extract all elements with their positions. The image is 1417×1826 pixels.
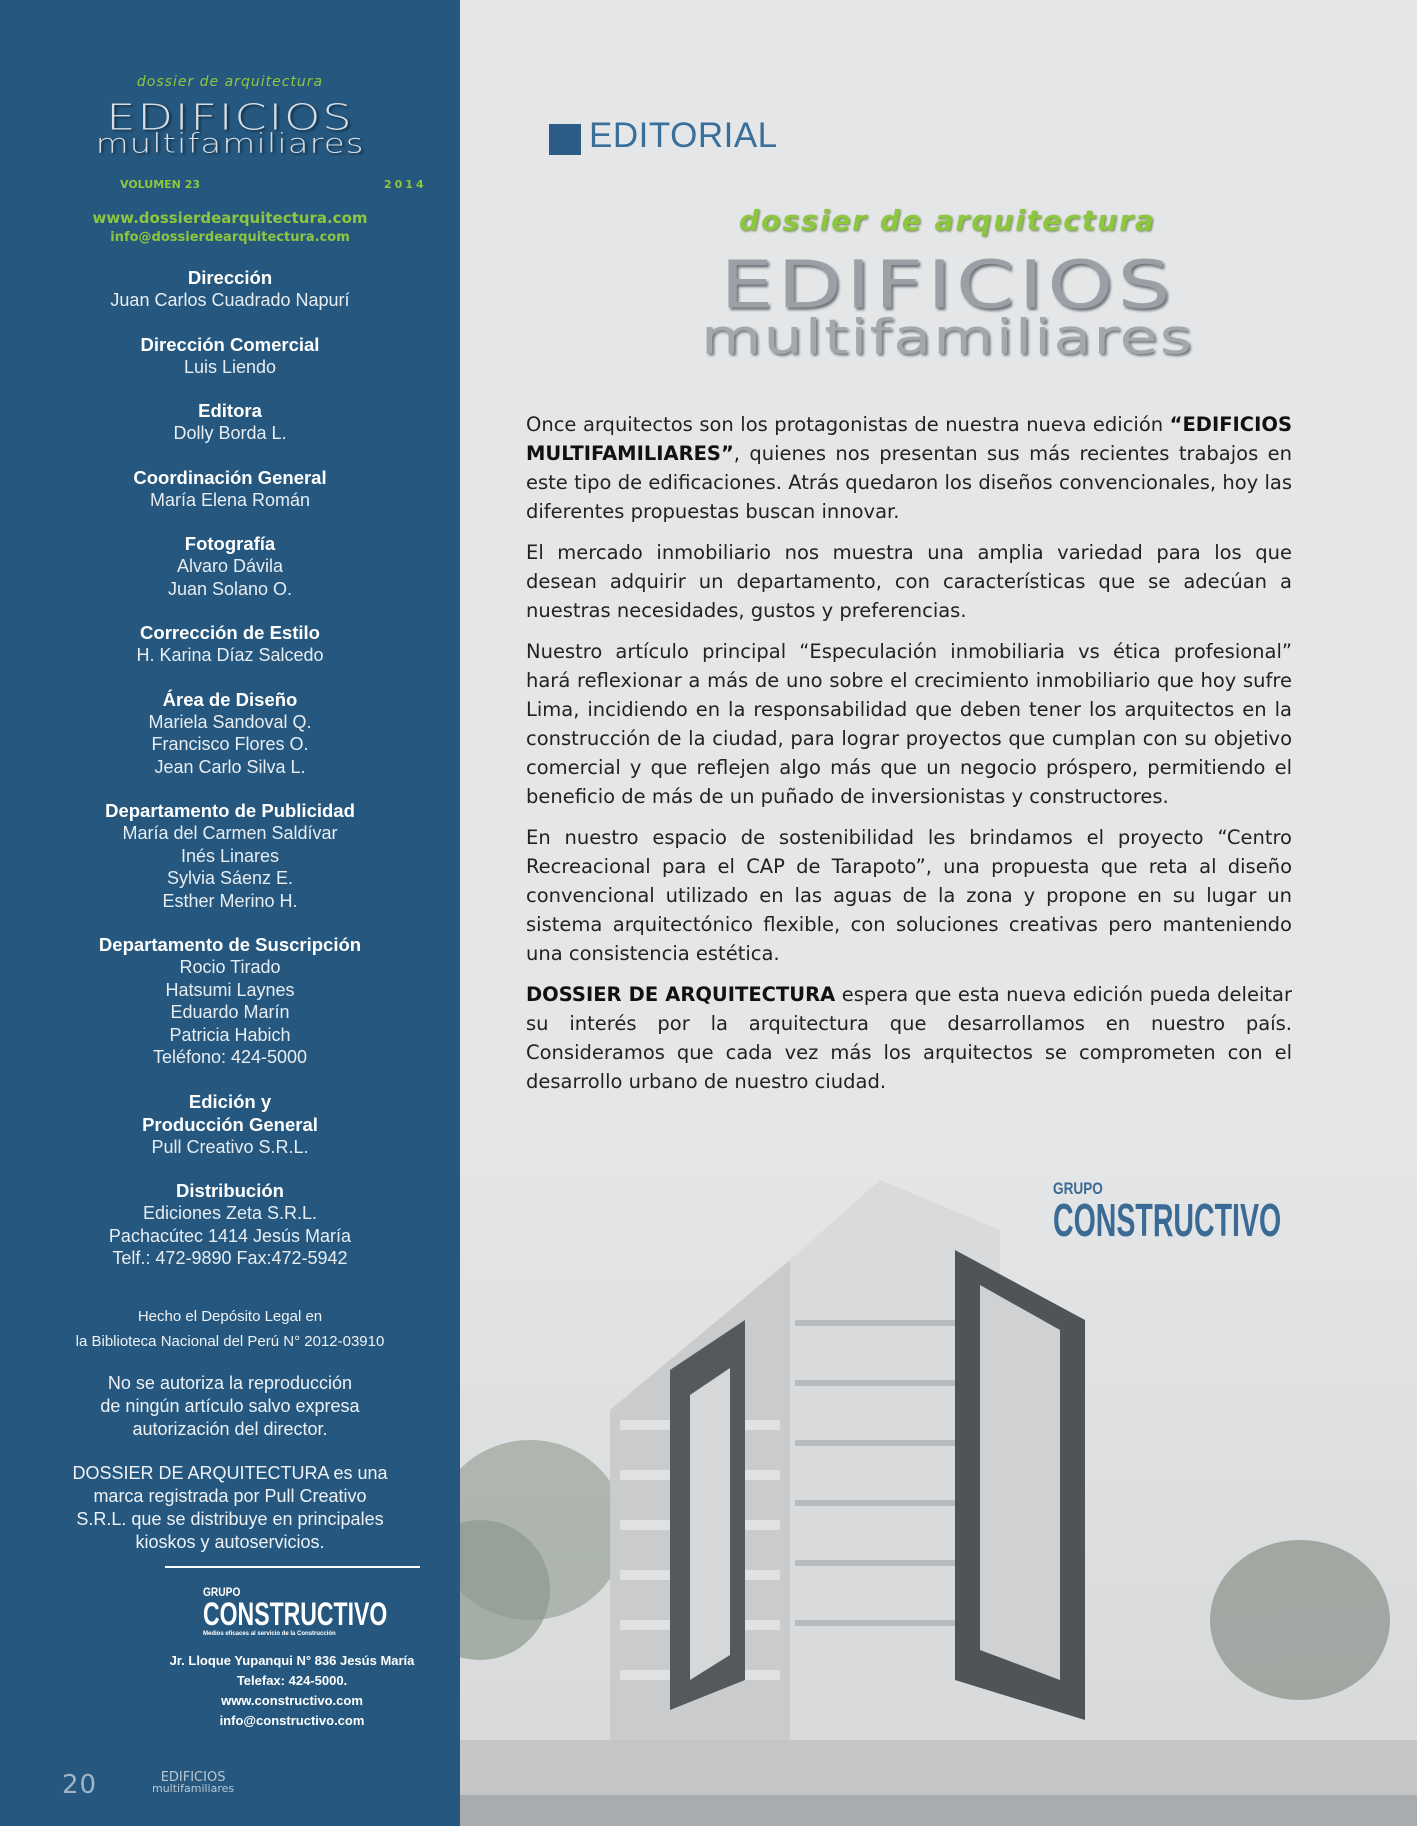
credit-name: Patricia Habich: [169, 1024, 291, 1045]
legal-line: kioskos y autoservicios.: [135, 1532, 325, 1552]
credit-name: Ediciones Zeta S.R.L.: [142, 1203, 318, 1223]
credit-name: Juan Solano O.: [167, 578, 293, 599]
grupo-constructivo-logo: [203, 1586, 459, 1638]
credit-fotografia: [0, 532, 460, 600]
group-email-link[interactable]: info@constructivo.com: [219, 1713, 365, 1728]
credit-name: Rocio Tirado: [179, 957, 281, 977]
legal-line: S.R.L. que se distribuye en principales: [76, 1509, 384, 1529]
website-link[interactable]: www.dossierdearquitectura.com: [92, 209, 368, 227]
credit-address: Pachacútec 1414 Jesús María: [108, 1225, 352, 1246]
logo-small-text: GRUPO: [203, 1585, 241, 1599]
credit-phone: Telf.: 472-9890 Fax:472-5942: [112, 1248, 348, 1268]
edition-title: “EDIFICIOS MULTIFAMILIARES”: [526, 413, 1292, 465]
credit-name: Pull Creativo S.R.L.: [151, 1136, 309, 1157]
credit-name: Esther Merino H.: [162, 890, 298, 911]
credit-role: Editora: [198, 400, 262, 421]
group-phone: Telefax: 424-5000.: [236, 1673, 348, 1688]
credit-name: Alvaro Dávila: [176, 556, 284, 576]
credit-name: Luis Liendo: [183, 356, 277, 377]
credit-name: Francisco Flores O.: [151, 734, 309, 754]
credit-correccion: [0, 621, 460, 667]
footer-masthead: [152, 1772, 234, 1794]
credit-name: Dolly Borda L.: [173, 423, 287, 443]
logo-tagline: Medios eficaces al servicio de la Construcción: [203, 1631, 336, 1637]
masthead-title-line1: EDIFICIOS: [106, 95, 354, 139]
credit-name: María Elena Román: [149, 489, 311, 510]
article-paragraph: Once arquitectos son los protagonistas de nuestra nueva edición “EDIFICIOS MULTIFAMILIARES”, quienes nos presentan sus más recientes trabajos en este tipo de edificaciones. Atrás quedaron los diseños convencionales, hoy las diferentes propuestas buscan innovar.: [526, 413, 1292, 523]
credit-coordinacion: [0, 466, 460, 512]
divider: [165, 1566, 420, 1568]
legal-line: DOSSIER DE ARQUITECTURA es una: [72, 1463, 388, 1483]
masthead-title-line2: multifamiliares: [95, 128, 365, 160]
grupo-constructivo-logo: [1053, 1179, 1417, 1246]
credit-name: Juan Carlos Cuadrado Napurí: [110, 290, 350, 310]
legal-line: de ningún artículo salvo expresa: [100, 1396, 360, 1416]
masthead-kicker: dossier de arquitectura: [136, 74, 324, 90]
credit-role: Producción General: [142, 1113, 318, 1135]
main-masthead-kicker: dossier de arquitectura: [739, 204, 1156, 237]
credit-direccion-comercial: [0, 333, 460, 379]
legal-line: No se autoriza la reproducción: [107, 1373, 353, 1393]
contact-web-block: [0, 209, 460, 245]
credit-direccion: [0, 266, 460, 312]
credit-editora: [0, 399, 460, 445]
editorial-page: [460, 0, 1417, 1826]
section-title: EDITORIAL: [589, 116, 778, 155]
legal-deposit: [0, 1304, 460, 1354]
legal-trademark: [0, 1462, 460, 1554]
logo-big-text: CONSTRUCTIVO: [203, 1596, 388, 1632]
credit-name: María del Carmen Saldívar: [122, 823, 338, 843]
credit-publicidad: [0, 799, 460, 912]
credit-suscripcion: [0, 933, 460, 1069]
credit-name: Hatsumi Laynes: [165, 979, 295, 1000]
credit-name: Jean Carlo Silva L.: [154, 756, 306, 777]
group-website-link[interactable]: www.constructivo.com: [221, 1693, 363, 1708]
legal-line: autorización del director.: [132, 1419, 328, 1439]
main-masthead-title-line2: multifamiliares: [701, 308, 1194, 365]
credit-role: Departamento de Suscripción: [98, 934, 362, 955]
logo-big-text: CONSTRUCTIVO: [1053, 1194, 1282, 1246]
credit-role: Departamento de Publicidad: [105, 800, 355, 821]
article-paragraph: DOSSIER DE ARQUITECTURA espera que esta nueva edición pueda deleitar su interés por la arquitectura que desarrollamos en nuestro país. Consideramos que cada vez más los arquitectos se comprometen con el desarrollo urbano de nuestro ciudad.: [526, 983, 1292, 1093]
credit-role: Dirección: [187, 267, 273, 288]
section-marker: [549, 124, 581, 155]
main-masthead-title-line1: EDIFICIOS: [720, 246, 1175, 324]
year-label: 2014: [384, 178, 427, 191]
legal-line: la Biblioteca Nacional del Perú N° 2012-03910: [75, 1333, 385, 1350]
masthead-sidebar: [0, 0, 460, 1826]
credit-diseno: [0, 688, 460, 779]
editorial-article: [526, 410, 1292, 1108]
article-paragraph: En nuestro espacio de sostenibilidad les brindamos el proyecto “Centro Recreacional para el CAP de Tarapoto”, una propuesta que reta al diseño convencional utilizado en las aguas de la zona y propone en su lugar un sistema arquitectónico flexible, con soluciones creativas pero manteniendo una consistencia estética.: [526, 826, 1292, 965]
credit-role: Área de Diseño: [162, 688, 298, 710]
logo-small-text: GRUPO: [1053, 1179, 1103, 1198]
credit-role: Fotografía: [184, 533, 276, 554]
article-paragraph: Nuestro artículo principal “Especulación inmobiliaria vs ética profesional” hará reflexionar a más de uno sobre el crecimiento inmobiliario que hoy sufre Lima, incidiendo en la responsabilidad que deben tener los arquitectos en la construcción de la ciudad, para lograr proyectos que cumplan con su objetivo comercial y que reflejen algo más que un negocio próspero, permitiendo el beneficio de más de un puñado de inversionistas y constructores.: [526, 640, 1292, 808]
credit-distribucion: [0, 1179, 460, 1270]
credit-role: Coordinación General: [133, 466, 327, 488]
legal-line: marca registrada por Pull Creativo: [93, 1486, 367, 1506]
credit-name: Sylvia Sáenz E.: [166, 868, 294, 888]
footer-masthead-line1: EDIFICIOS: [160, 1770, 226, 1785]
page-number: 20: [62, 1770, 98, 1800]
credit-name: Eduardo Marín: [170, 1002, 290, 1022]
credit-produccion: [0, 1090, 460, 1159]
group-address: Jr. Lloque Yupanqui N° 836 Jesús María: [169, 1653, 415, 1668]
credit-role: Distribución: [176, 1180, 284, 1201]
brand-name: DOSSIER DE ARQUITECTURA: [526, 983, 836, 1006]
credit-role: Edición y: [188, 1090, 272, 1112]
credit-name: Inés Linares: [180, 845, 280, 866]
legal-line: Hecho el Depósito Legal en: [137, 1308, 323, 1325]
credit-role: Corrección de Estilo: [140, 622, 320, 643]
credit-role: Dirección Comercial: [140, 333, 320, 355]
credit-name: Mariela Sandoval Q.: [148, 711, 312, 732]
credits-list: [0, 266, 460, 1291]
legal-reproduction: [0, 1372, 460, 1441]
article-paragraph: El mercado inmobiliario nos muestra una amplia variedad para los que desean adquirir un departamento, con características que se adecúan a nuestras necesidades, gustos y preferencias.: [526, 541, 1292, 622]
email-link[interactable]: info@dossierdearquitectura.com: [110, 230, 350, 245]
volume-label: VOLUMEN 23: [120, 178, 201, 191]
credit-name: H. Karina Díaz Salcedo: [136, 645, 324, 665]
footer-masthead-line2: multifamiliares: [152, 1782, 235, 1795]
credit-phone: Teléfono: 424-5000: [152, 1047, 308, 1067]
